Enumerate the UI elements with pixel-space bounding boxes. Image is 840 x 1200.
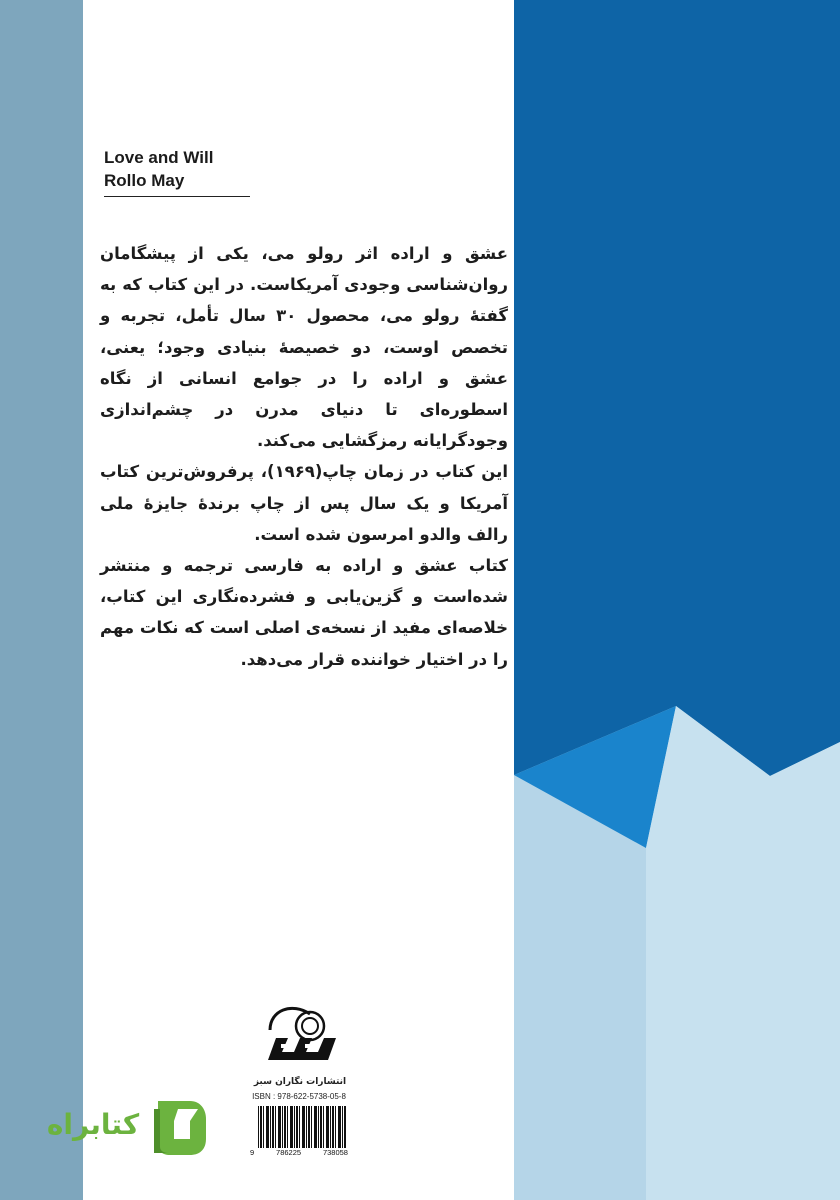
isbn-barcode — [250, 1106, 348, 1158]
barcode-digit-group-2: 786225 — [276, 1148, 302, 1157]
description-paragraph-2: این کتاب در زمان چاپ(۱۹۶۹)، پرفروش‌ترین کتاب آمریکا و یک سال پس از چاپ برندهٔ جایزهٔ ملی رالف والدو امرسون شده است. — [100, 462, 508, 544]
barcode-digits — [250, 1148, 348, 1157]
barcode-digit-group-1: 9 — [250, 1148, 255, 1157]
publisher-logo — [240, 1000, 360, 1076]
pale-blue-facet — [646, 706, 840, 1200]
left-color-strip — [0, 0, 83, 1200]
publisher-block — [240, 1000, 360, 1087]
ketabrah-logo — [38, 1095, 210, 1161]
publisher-name: انتشارات نگاران سبز — [253, 1077, 347, 1087]
right-decorative-panel — [514, 0, 840, 1200]
title-block — [104, 146, 250, 197]
ketabrah-logo-icon — [150, 1095, 210, 1165]
book-author-en: Rollo May — [104, 170, 250, 197]
description-paragraph-1: عشق و اراده اثر رولو می، یکی از پیشگامان روان‌شناسی وجودی آمریکاست. در این کتاب که به گفتهٔ رولو می، محصول ۳۰ سال تأمل، تجربه و تخصص اوست، دو خصیصهٔ بنیادی وجود؛ یعنی، عشق و اراده را در جوامع انسانی از نگاه اسطوره‌ای تا دنیای مدرن در چشم‌اندازی وجودگرایانه رمزگشایی می‌کند. — [100, 244, 508, 451]
description-paragraph-3: کتاب عشق و اراده به فارسی ترجمه و منتشر شده‌است و گزین‌یابی و فشرده‌نگاری این کتاب، خلاصه‌ای مفید از نسخه‌ی اصلی است که نکات مهم را در اختیار خواننده قرار می‌دهد. — [100, 556, 508, 669]
ketabrah-wordmark: کتابراه — [46, 1108, 140, 1141]
barcode-bars — [258, 1106, 346, 1148]
book-description — [100, 238, 508, 675]
book-title-en: Love and Will — [104, 148, 214, 167]
barcode-digit-group-3: 738058 — [322, 1148, 348, 1157]
geometric-mountain-shapes — [514, 0, 840, 1200]
isbn-text: ISBN : 978-622-5738-05-8 — [252, 1092, 346, 1101]
